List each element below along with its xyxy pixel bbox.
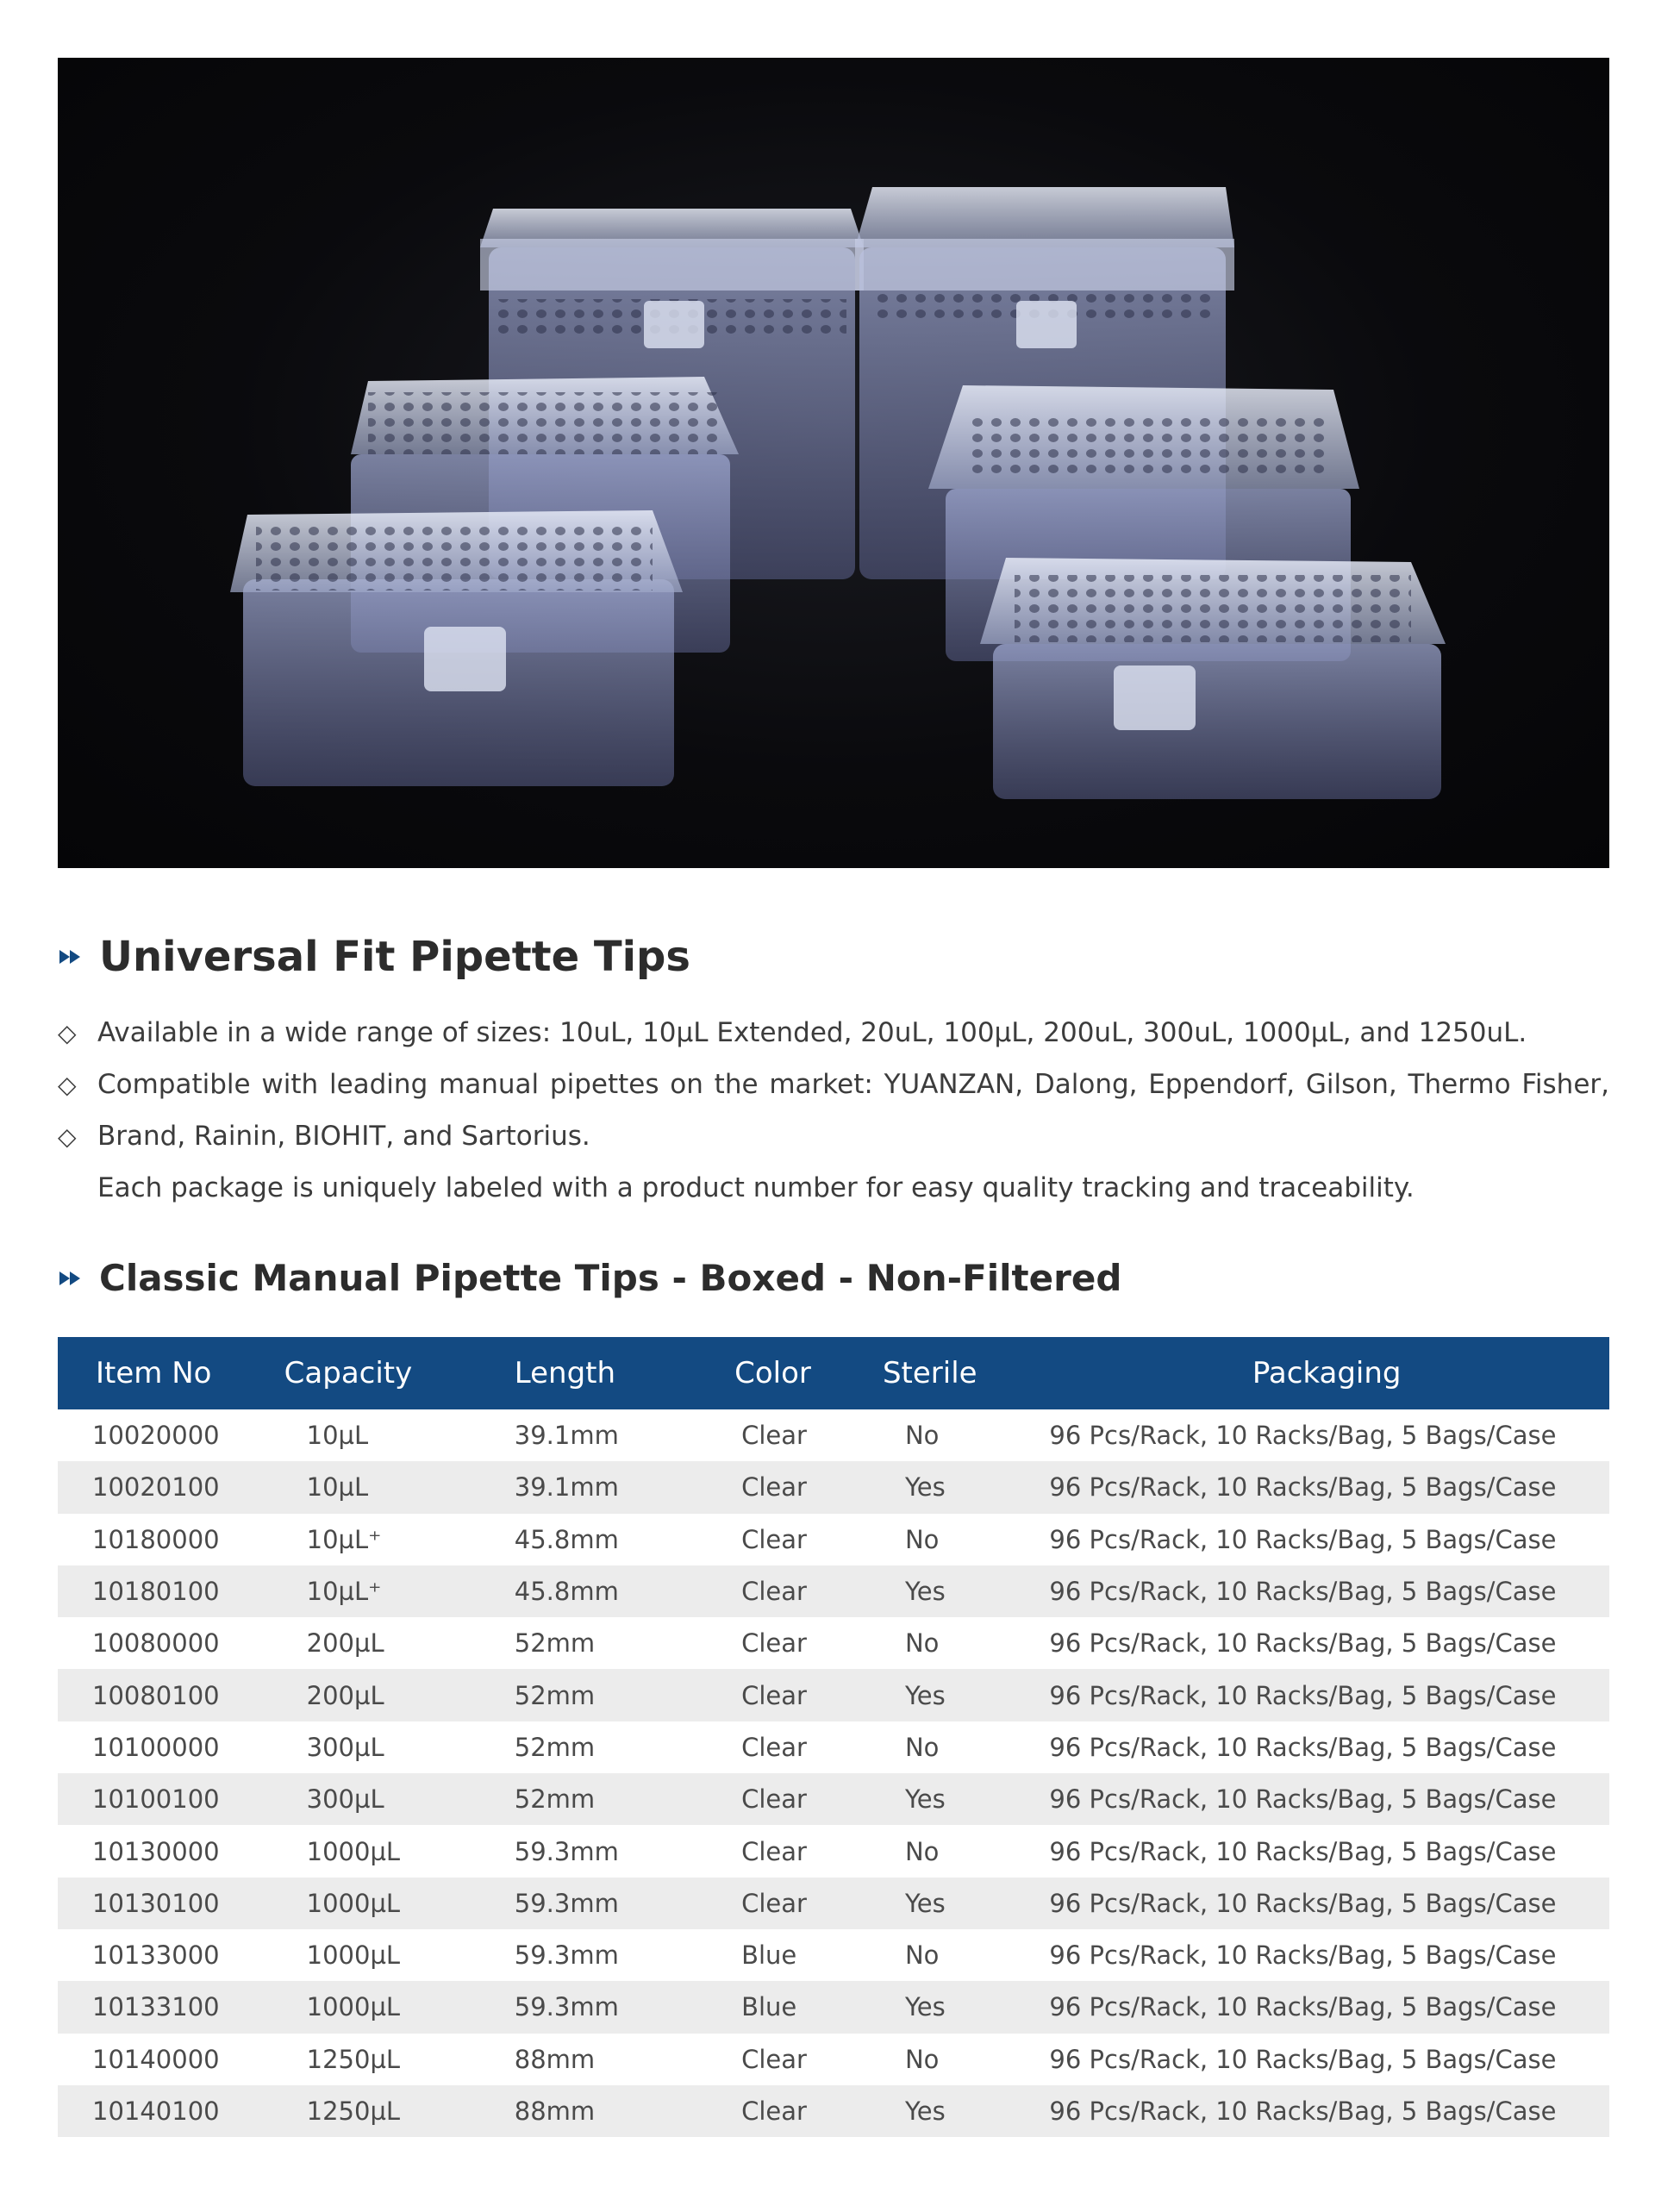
section-title-classic [58, 1257, 1121, 1299]
section-title-text: Universal Fit Pipette Tips [99, 933, 690, 981]
cell-packaging: 96 Pcs/Rack, 10 Racks/Bag, 5 Bags/Case [1049, 1421, 1557, 1451]
cell-item-no: 10133100 [58, 1981, 250, 2033]
cell-item-no: 10020100 [58, 1461, 250, 1513]
cell-color: Clear [741, 1524, 807, 1554]
double-arrow-icon [58, 947, 84, 967]
cell-capacity: 1000µL [250, 1981, 480, 2033]
cell-color: Clear [693, 1565, 874, 1617]
product-table [58, 1337, 1609, 2137]
cell-length: 88mm [480, 2085, 693, 2137]
cell-color: Clear [693, 1461, 874, 1513]
cell-packaging: 96 Pcs/Rack, 10 Racks/Bag, 5 Bags/Case [1044, 2085, 1609, 2137]
cell-length: 39.1mm [480, 1461, 693, 1513]
cell-capacity: 200µL [250, 1669, 480, 1721]
cell-color: Clear [741, 1421, 807, 1451]
diamond-icon: ◇ [58, 1122, 77, 1151]
table-row [58, 1669, 1609, 1721]
column-header-capacity: Capacity [250, 1337, 480, 1409]
table-row [58, 2085, 1609, 2137]
cell-sterile: No [904, 1836, 940, 1866]
table-row [58, 1878, 1609, 1929]
cell-length: 39.1mm [514, 1421, 619, 1451]
table-row [58, 2034, 1609, 2085]
cell-length: 59.3mm [480, 1981, 693, 2033]
cell-length: 52mm [480, 1773, 693, 1825]
section-title-text: Classic Manual Pipette Tips - Boxed - Non-Filtered [99, 1257, 1122, 1299]
table-row [58, 1773, 1609, 1825]
double-arrow-icon [58, 1268, 84, 1289]
cell-item-no: 10180000 [92, 1524, 220, 1554]
cell-length: 59.3mm [514, 1940, 619, 1971]
cell-color: Clear [693, 2085, 874, 2137]
list-item [58, 1162, 1609, 1214]
cell-sterile: Yes [874, 1981, 1044, 2033]
list-item-text: Brand, Rainin, BIOHIT, and Sartorius. [97, 1121, 590, 1152]
table-row [58, 1617, 1609, 1669]
cell-sterile: Yes [874, 1565, 1044, 1617]
cell-packaging: 96 Pcs/Rack, 10 Racks/Bag, 5 Bags/Case [1049, 1628, 1557, 1659]
cell-capacity: 10µL⁺ [306, 1524, 382, 1554]
cell-color: Clear [741, 1628, 807, 1659]
cell-sterile: Yes [874, 2085, 1044, 2137]
list-item [58, 1110, 1609, 1162]
diamond-icon: ◇ [58, 1018, 77, 1047]
cell-packaging: 96 Pcs/Rack, 10 Racks/Bag, 5 Bags/Case [1044, 1565, 1609, 1617]
pipette-tip-boxes-photo [58, 58, 1609, 868]
column-header-color: Color [693, 1337, 874, 1409]
cell-packaging: 96 Pcs/Rack, 10 Racks/Bag, 5 Bags/Case [1049, 1836, 1557, 1866]
cell-color: Clear [693, 1878, 874, 1929]
cell-color: Clear [741, 1836, 807, 1866]
cell-capacity: 1000µL [306, 1836, 401, 1866]
table-row [58, 1514, 1609, 1565]
cell-color: Clear [693, 1773, 874, 1825]
list-item-text: Compatible with leading manual pipettes on the market: YUANZAN, Dalong, Eppendorf, Gilson, Thermo Fisher, [97, 1069, 1609, 1100]
cell-capacity: 10µL⁺ [250, 1565, 480, 1617]
cell-length: 52mm [514, 1628, 596, 1659]
cell-item-no: 10080000 [92, 1628, 220, 1659]
cell-capacity: 10µL [306, 1421, 369, 1451]
cell-capacity: 300µL [306, 1732, 384, 1762]
section-title-universal [58, 933, 690, 981]
table-row [58, 1461, 1609, 1513]
feature-list [58, 1007, 1609, 1214]
table-row [58, 1981, 1609, 2033]
cell-capacity: 1000µL [250, 1878, 480, 1929]
cell-packaging: 96 Pcs/Rack, 10 Racks/Bag, 5 Bags/Case [1044, 1461, 1609, 1513]
cell-color: Blue [741, 1940, 797, 1971]
cell-item-no: 10180100 [58, 1565, 250, 1617]
table-row [58, 1929, 1609, 1981]
cell-capacity: 200µL [306, 1628, 384, 1659]
cell-packaging: 96 Pcs/Rack, 10 Racks/Bag, 5 Bags/Case [1044, 1981, 1609, 2033]
cell-packaging: 96 Pcs/Rack, 10 Racks/Bag, 5 Bags/Case [1044, 1878, 1609, 1929]
cell-item-no: 10130000 [92, 1836, 220, 1866]
cell-capacity: 1250µL [250, 2085, 480, 2137]
column-header-length: Length [480, 1337, 693, 1409]
cell-sterile: No [904, 1524, 940, 1554]
cell-sterile: No [904, 1940, 940, 1971]
list-item [58, 1059, 1609, 1110]
cell-capacity: 10µL [250, 1461, 480, 1513]
hero-photo [58, 58, 1609, 868]
cell-item-no: 10140100 [58, 2085, 250, 2137]
cell-item-no: 10100100 [58, 1773, 250, 1825]
cell-color: Clear [741, 1732, 807, 1762]
cell-packaging: 96 Pcs/Rack, 10 Racks/Bag, 5 Bags/Case [1044, 1773, 1609, 1825]
list-item-text: Available in a wide range of sizes: 10uL, 10µL Extended, 20uL, 100µL, 200uL, 300uL, 1000µL, and 1250uL. [97, 1017, 1527, 1048]
cell-color: Clear [741, 2044, 807, 2074]
cell-sterile: No [904, 1732, 940, 1762]
table-row [58, 1721, 1609, 1773]
cell-packaging: 96 Pcs/Rack, 10 Racks/Bag, 5 Bags/Case [1049, 2044, 1557, 2074]
cell-length: 59.3mm [480, 1878, 693, 1929]
cell-capacity: 1000µL [306, 1940, 401, 1971]
cell-color: Clear [693, 1669, 874, 1721]
cell-item-no: 10140000 [92, 2044, 220, 2074]
column-header-packaging: Packaging [1044, 1337, 1609, 1409]
column-header-item-no: Item No [58, 1337, 250, 1409]
cell-sterile: Yes [874, 1878, 1044, 1929]
cell-item-no: 10133000 [92, 1940, 220, 1971]
cell-packaging: 96 Pcs/Rack, 10 Racks/Bag, 5 Bags/Case [1044, 1669, 1609, 1721]
cell-sterile: Yes [874, 1669, 1044, 1721]
cell-item-no: 10130100 [58, 1878, 250, 1929]
table-header-row [58, 1337, 1609, 1409]
table-row [58, 1409, 1609, 1461]
cell-capacity: 1250µL [306, 2044, 401, 2074]
table-row [58, 1825, 1609, 1877]
table-row [58, 1565, 1609, 1617]
cell-length: 59.3mm [514, 1836, 619, 1866]
cell-packaging: 96 Pcs/Rack, 10 Racks/Bag, 5 Bags/Case [1049, 1732, 1557, 1762]
cell-sterile: Yes [874, 1773, 1044, 1825]
cell-sterile: No [904, 1628, 940, 1659]
cell-length: 52mm [480, 1669, 693, 1721]
list-item [58, 1007, 1609, 1059]
cell-packaging: 96 Pcs/Rack, 10 Racks/Bag, 5 Bags/Case [1049, 1524, 1557, 1554]
cell-item-no: 10080100 [58, 1669, 250, 1721]
cell-length: 88mm [514, 2044, 596, 2074]
cell-packaging: 96 Pcs/Rack, 10 Racks/Bag, 5 Bags/Case [1049, 1940, 1557, 1971]
cell-capacity: 300µL [250, 1773, 480, 1825]
cell-sterile: No [904, 2044, 940, 2074]
cell-item-no: 10020000 [92, 1421, 220, 1451]
cell-length: 45.8mm [514, 1524, 619, 1554]
cell-item-no: 10100000 [92, 1732, 220, 1762]
column-header-sterile: Sterile [874, 1337, 1044, 1409]
cell-length: 45.8mm [480, 1565, 693, 1617]
cell-sterile: Yes [874, 1461, 1044, 1513]
cell-length: 52mm [514, 1732, 596, 1762]
list-item-text: Each package is uniquely labeled with a product number for easy quality tracking and traceability. [97, 1172, 1415, 1203]
diamond-icon: ◇ [58, 1070, 77, 1099]
cell-sterile: No [904, 1421, 940, 1451]
cell-color: Blue [693, 1981, 874, 2033]
